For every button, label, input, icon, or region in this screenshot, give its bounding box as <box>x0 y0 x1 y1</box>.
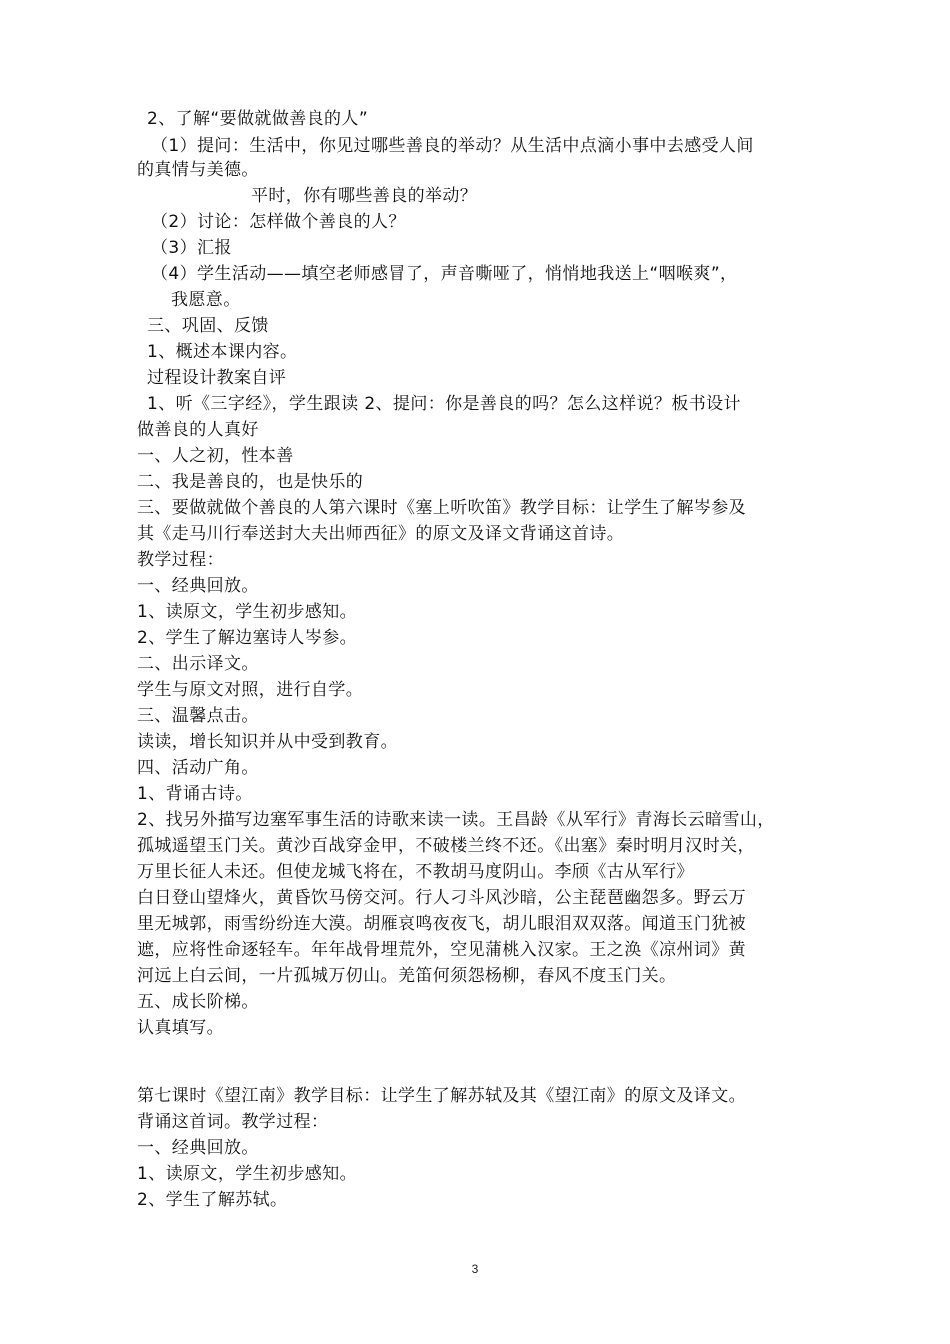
text-line: 教学过程： <box>137 550 224 570</box>
text-line: 河远上白云间，一片孤城万仞山。羌笛何须怨杨柳，春风不度玉门关。 <box>137 966 677 986</box>
section-heading: 二、出示译文。 <box>137 654 259 674</box>
text-line: 三、要做就做个善良的人第六课时《塞上听吹笛》教学目标：让学生了解岑参及 <box>137 498 746 518</box>
text-line: 1、读原文，学生初步感知。 <box>137 602 358 622</box>
section-heading: 三、温馨点击。 <box>137 706 259 726</box>
text-line: 2、学生了解边塞诗人岑参。 <box>137 628 358 648</box>
text-line: 学生与原文对照，进行自学。 <box>137 680 364 700</box>
text-line: 孤城遥望玉门关。黄沙百战穿金甲，不破楼兰终不还。《出塞》秦时明月汉时关， <box>137 836 755 856</box>
text-line: （1）提问：生活中，你见过哪些善良的举动？从生活中点滴小事中去感受人间 <box>151 136 754 156</box>
text-line: 二、我是善良的，也是快乐的 <box>137 472 364 492</box>
text-line: 我愿意。 <box>171 290 241 310</box>
section-heading: 一、经典回放。 <box>137 576 259 596</box>
text-line: 读读，增长知识并从中受到教育。 <box>137 732 398 752</box>
text-line: 1、概述本课内容。 <box>147 342 298 362</box>
text-line: （4）学生活动——填空老师感冒了，声音嘶哑了，悄悄地我送上“咽喉爽”， <box>151 264 738 284</box>
text-line: 其《走马川行奉送封大夫出师西征》的原文及译文背诵这首诗。 <box>137 524 625 544</box>
text-line: 认真填写。 <box>137 1018 224 1038</box>
text-line: （3）汇报 <box>151 238 232 258</box>
text-line: 白日登山望烽火，黄昏饮马傍交河。行人刁斗风沙暗，公主琵琶幽怨多。野云万 <box>137 888 746 908</box>
text-line: 一、人之初，性本善 <box>137 446 294 466</box>
text-line: 2、了解“要做就做善良的人” <box>147 109 369 129</box>
text-line: 平时，你有哪些善良的举动？ <box>251 186 478 206</box>
section-heading: 五、成长阶梯。 <box>137 992 259 1012</box>
text-line: 做善良的人真好 <box>137 420 259 440</box>
text-line: 2、学生了解苏轼。 <box>137 1190 288 1210</box>
section-heading: 三、巩固、反馈 <box>147 316 269 336</box>
text-line: 2、找另外描写边塞军事生活的诗歌来读一读。王昌龄《从军行》青海长云暗雪山， <box>137 810 775 830</box>
text-line: 里无城郭，雨雪纷纷连大漠。胡雁哀鸣夜夜飞，胡儿眼泪双双落。闻道玉门犹被 <box>137 914 746 934</box>
text-line: 1、读原文，学生初步感知。 <box>137 1164 358 1184</box>
text-line: 背诵这首词。教学过程： <box>137 1112 329 1132</box>
text-line: 1、听《三字经》，学生跟读 2、提问：你是善良的吗？怎么这样说？板书设计 <box>147 394 741 414</box>
page-number: 3 <box>471 1262 479 1276</box>
text-line: 过程设计教案自评 <box>147 368 287 388</box>
section-heading: 一、经典回放。 <box>137 1138 259 1158</box>
text-line: （2）讨论：怎样做个善良的人？ <box>151 212 406 232</box>
text-line: 1、背诵古诗。 <box>137 784 253 804</box>
text-line: 万里长征人未还。但使龙城飞将在，不教胡马度阴山。李颀《古从军行》 <box>137 862 694 882</box>
section-heading: 四、活动广角。 <box>137 758 259 778</box>
text-line: 第七课时《望江南》教学目标：让学生了解苏轼及其《望江南》的原文及译文。 <box>137 1086 746 1106</box>
text-line: 的真情与美德。 <box>137 160 259 180</box>
text-line: 遮，应将性命逐轻车。年年战骨埋荒外，空见蒲桃入汉家。王之涣《凉州词》黄 <box>137 940 746 960</box>
